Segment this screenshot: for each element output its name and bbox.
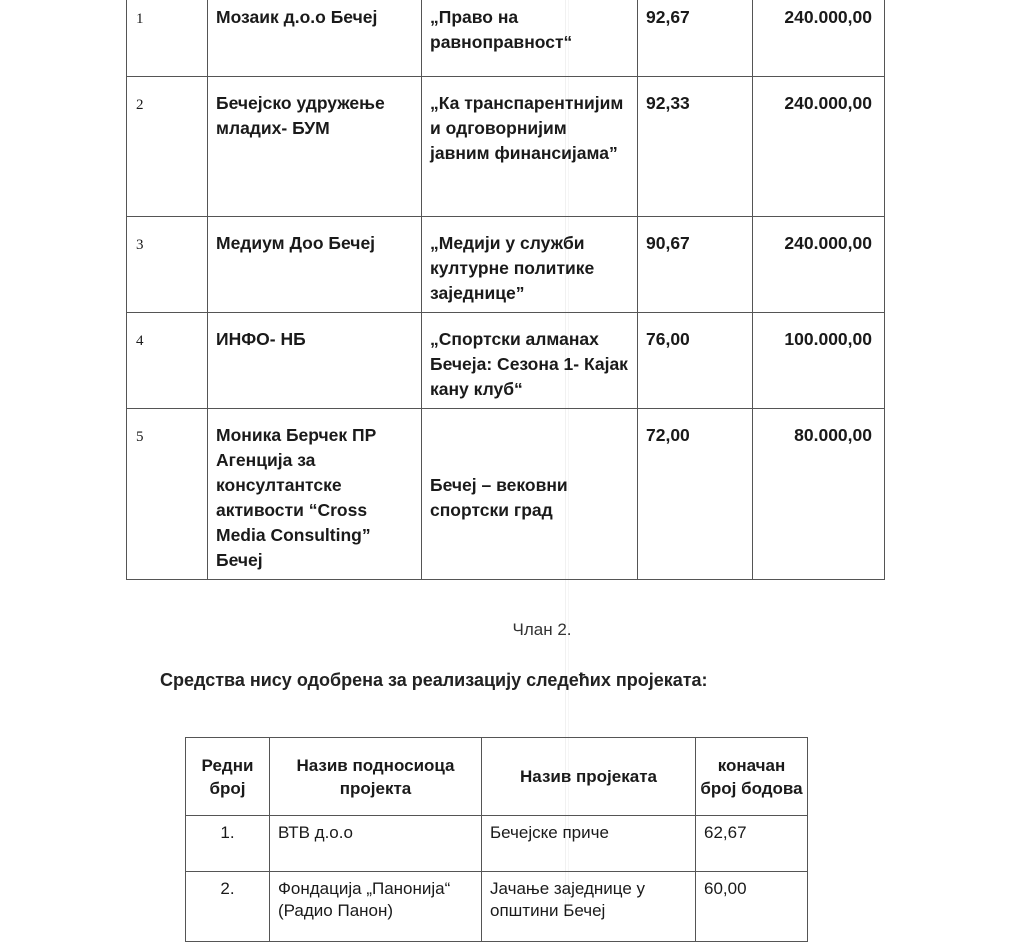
- table-header-row: [186, 738, 808, 816]
- column-header: Назив подносиоца пројекта: [270, 738, 482, 816]
- project-name: „Право на равноправност“: [422, 0, 638, 77]
- row-number: 3: [127, 217, 208, 313]
- score: 60,00: [696, 872, 808, 942]
- column-header: Назив пројеката: [482, 738, 696, 816]
- row-number: 5: [127, 409, 208, 580]
- amount: 100.000,00: [753, 313, 885, 409]
- row-number: 1.: [186, 816, 270, 872]
- column-header: коначан број бодова: [696, 738, 808, 816]
- applicant-name: Мозаик д.о.о Бечеј: [208, 0, 422, 77]
- amount: 80.000,00: [753, 409, 885, 580]
- table-row: [127, 77, 885, 217]
- score: 62,67: [696, 816, 808, 872]
- section-heading: Средства нису одобрена за реализацију следећих пројеката:: [160, 670, 708, 690]
- project-name: „Ка транспарентнијим и одговорнијим јавним финансијама”: [422, 77, 638, 217]
- row-number: 4: [127, 313, 208, 409]
- applicant-name: Моника Берчек ПР Агенција за консултантске активости “Cross Media Consulting” Бечеј: [208, 409, 422, 580]
- score: 92,67: [638, 0, 753, 77]
- table-row: [127, 0, 885, 77]
- article-number: Члан 2.: [512, 620, 572, 639]
- row-number: 1: [127, 0, 208, 77]
- table-row: [186, 816, 808, 872]
- project-name: „Спортски алманах Бечеја: Сезона 1- Кајак кану клуб“: [422, 313, 638, 409]
- project-name: „Медији у служби културне политике заједнице”: [422, 217, 638, 313]
- applicant-name: Фондација „Панонија“ (Радио Панон): [270, 872, 482, 942]
- table-row: [127, 409, 885, 580]
- table-row: [186, 872, 808, 942]
- amount: 240.000,00: [753, 217, 885, 313]
- applicant-name: ИНФО- НБ: [208, 313, 422, 409]
- row-number: 2: [127, 77, 208, 217]
- score: 92,33: [638, 77, 753, 217]
- score: 72,00: [638, 409, 753, 580]
- project-name: Бечејске приче: [482, 816, 696, 872]
- applicant-name: ВТВ д.о.о: [270, 816, 482, 872]
- score: 76,00: [638, 313, 753, 409]
- project-name: Бечеј – вековни спортски град: [422, 409, 638, 580]
- table-row: [127, 313, 885, 409]
- amount: 240.000,00: [753, 77, 885, 217]
- table-row: [127, 217, 885, 313]
- column-header: Редни број: [186, 738, 270, 816]
- amount: 240.000,00: [753, 0, 885, 77]
- score: 90,67: [638, 217, 753, 313]
- approved-projects-table: [126, 0, 885, 580]
- applicant-name: Бечејско удружење младих- БУМ: [208, 77, 422, 217]
- applicant-name: Медиум Доо Бечеј: [208, 217, 422, 313]
- rejected-projects-table: [185, 737, 808, 942]
- row-number: 2.: [186, 872, 270, 942]
- project-name: Јачање заједнице у општини Бечеј: [482, 872, 696, 942]
